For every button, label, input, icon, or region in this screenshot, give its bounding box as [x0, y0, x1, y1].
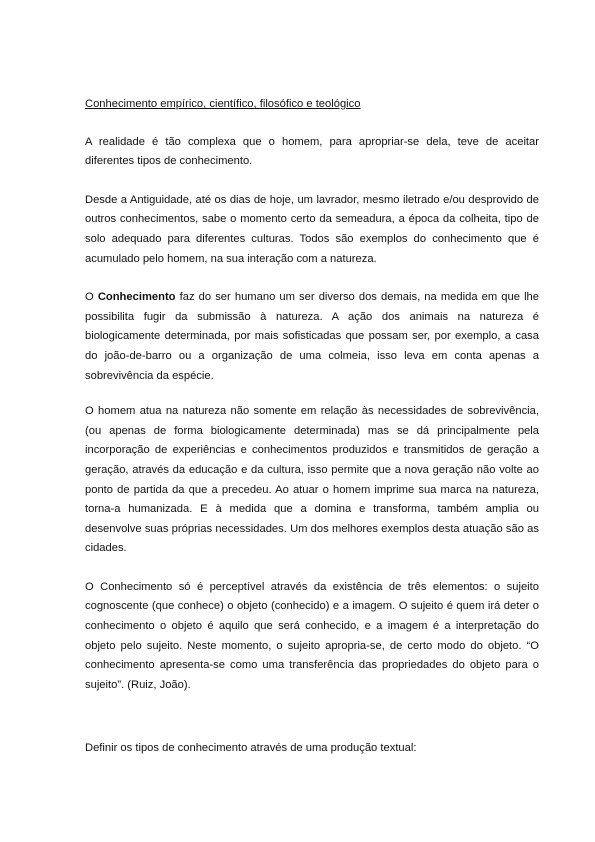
paragraph-4: O homem atua na natureza não somente em relação às necessidades de sobrevivência, (ou apenas de forma biologicamente determinada) mas se dá principalmente pela incorporação de experiências e conhecimentos produzidos e transmitidos de geração a geração, através da educação e da cultura, isso permite que a nova geração não volte ao ponto de partida da que a precedeu. Ao atuar o homem imprime sua marca na natureza, torna-a humanizada. E à medida que a domina e transforma, também amplia ou desenvolve suas próprias necessidades. Um dos melhores exemplos desta atuação são as cidades. [85, 405, 539, 555]
paragraph-3 [85, 288, 539, 386]
document-body [85, 95, 539, 778]
paragraph-2: Desde a Antiguidade, até os dias de hoje, um lavrador, mesmo iletrado e/ou desprovido de outros conhecimentos, sabe o momento certo da semeadura, a época da colheita, tipo de solo adequado para diferentes culturas. Todos são exemplos do conhecimento que é acumulado pelo homem, na sua interação com a natureza. [85, 193, 539, 265]
assignment-prompt: Definir os tipos de conhecimento através de uma produção textual: [85, 742, 417, 755]
section-spacer [85, 714, 539, 739]
paragraph-3-bold-term: Conhecimento [97, 291, 176, 304]
paragraph-1: A realidade é tão complexa que o homem, para apropriar-se dela, teve de aceitar diferentes tipos de conhecimento. [85, 135, 539, 168]
paragraph-3-rest: faz do ser humano um ser diverso dos demais, na medida em que lhe possibilita fugir da submissão à natureza. A ação dos animais na natureza é biologicamente determinada, por mais sofisticadas que possam ser, por exemplo, a casa do joão-de-barro ou a organização de uma colmeia, isso leva em conta apenas a sobrevivência da espécie. [85, 291, 539, 382]
document-title: Conhecimento empírico, científico, filosófico e teológico [85, 98, 361, 110]
paragraph-5: O Conhecimento só é perceptível através da existência de três elementos: o sujeito cognoscente (que conhece) o objeto (conhecido) e a imagem. O sujeito é quem irá deter o conhecimento o objeto é aquilo que será conhecido, e a imagem é a interpretação do objeto pelo sujeito. Neste momento, o sujeito apropria-se, de certo modo do objeto. “O conhecimento apresenta-se como uma transferência das propriedades do objeto para o sujeito”. (Ruiz, João). [85, 580, 539, 691]
paragraph-3-prefix: O [85, 291, 98, 304]
